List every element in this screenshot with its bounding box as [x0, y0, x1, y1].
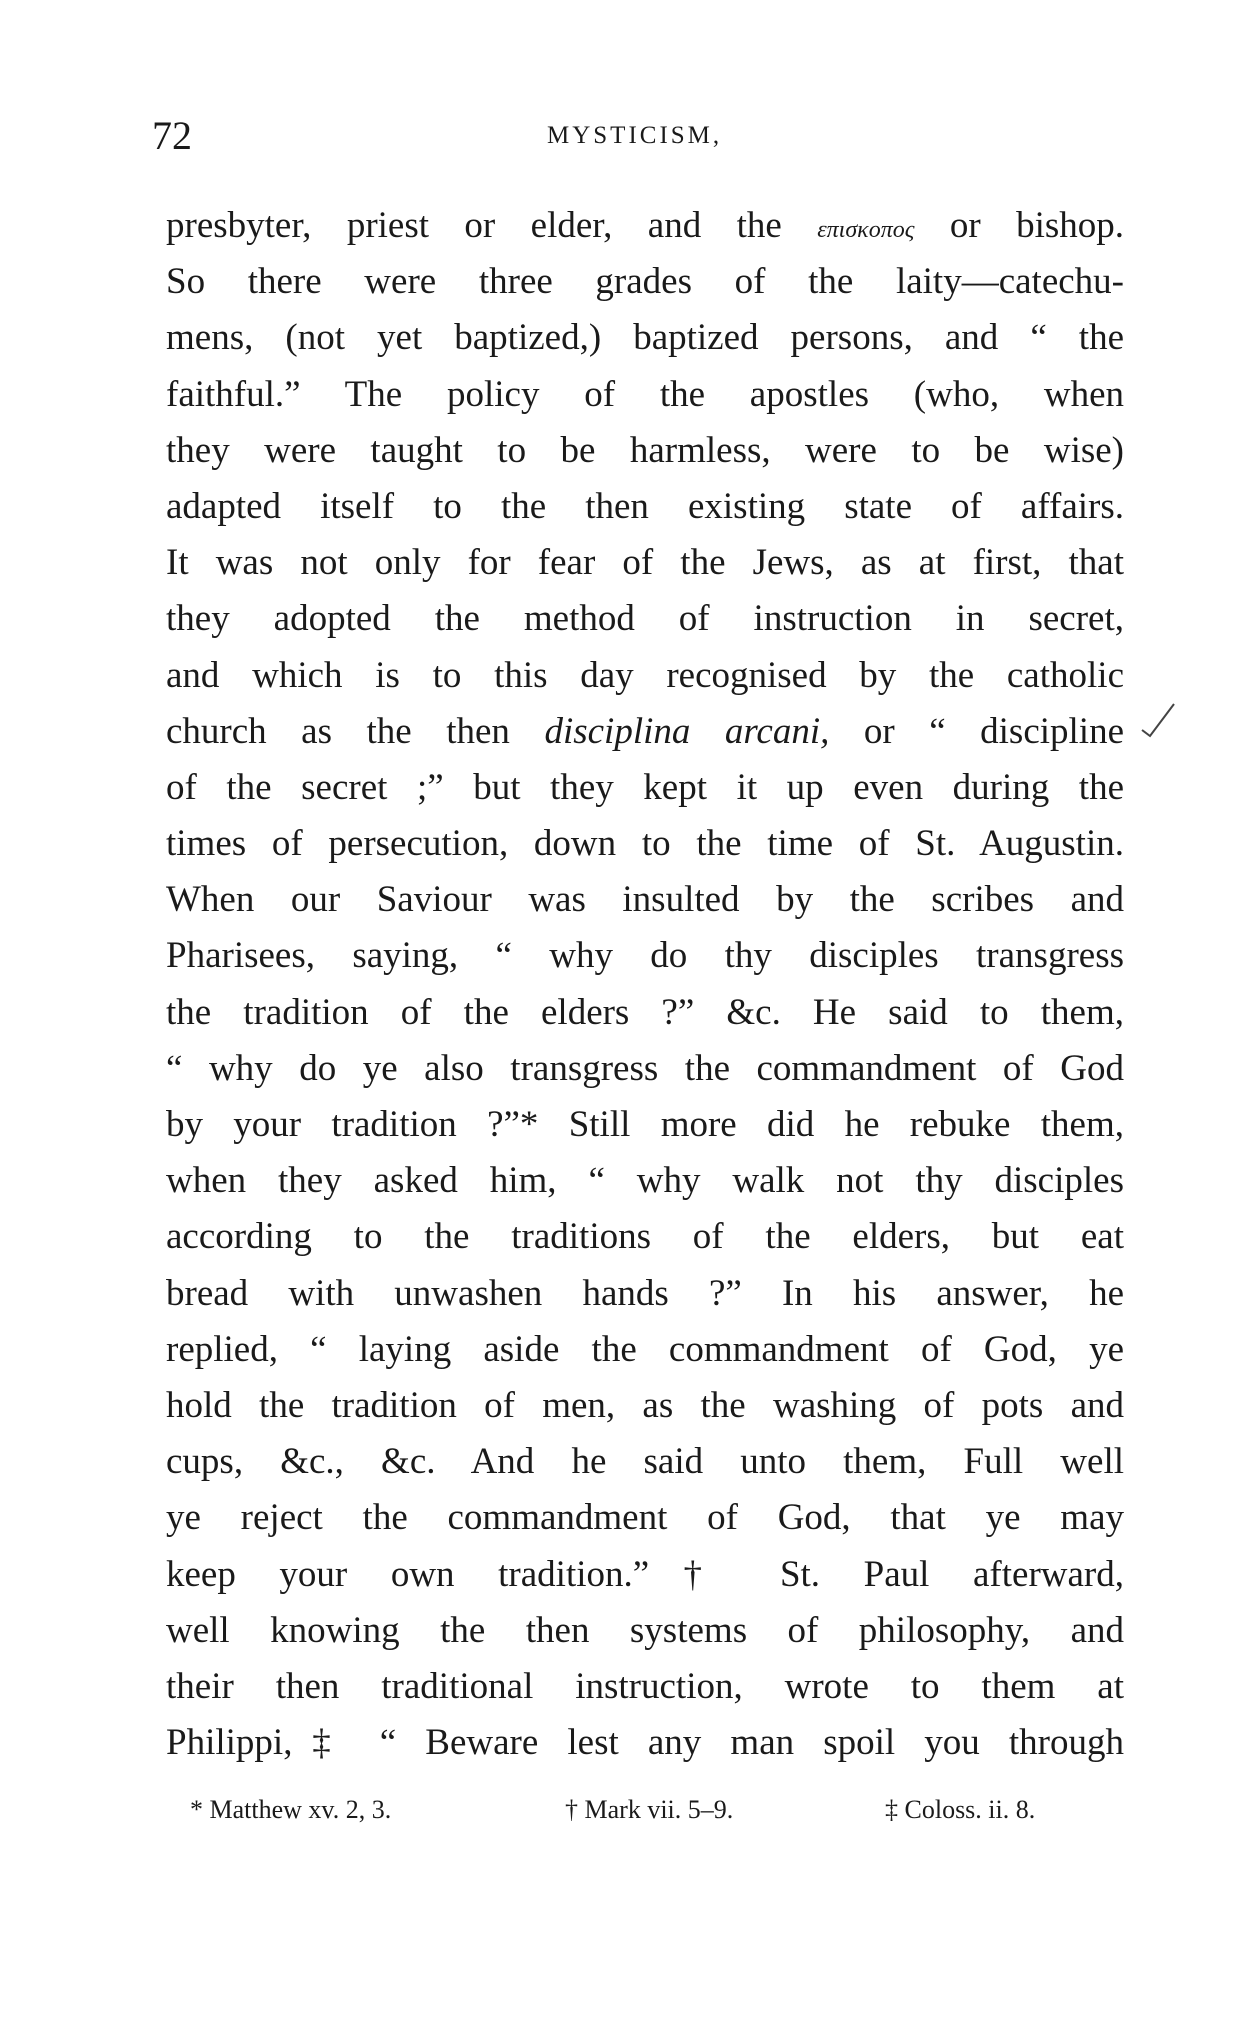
text-line: faithful.” The policy of the apostles (who, when [166, 373, 1124, 415]
text-line: So there were three grades of the laity—catechu- [166, 261, 1124, 303]
text-line: mens, (not yet baptized,) baptized persons, and “ the [166, 317, 1124, 359]
body-text [166, 198, 1124, 1771]
footnote-3: ‡ Coloss. ii. 8. [885, 1795, 1036, 1824]
text-line: the tradition of the elders ?” &c. He said to them, [166, 991, 1124, 1033]
text-line: by your tradition ?”* Still more did he rebuke them, [166, 1104, 1124, 1145]
text-line: Pharisees, saying, “ why do thy disciples transgress [166, 935, 1124, 977]
tick-mark-icon [1138, 700, 1178, 740]
text-line: times of persecution, down to the time of St. Augustin. [166, 823, 1124, 865]
text-line: they were taught to be harmless, were to be wise) [166, 429, 1124, 471]
footnotes [190, 1795, 1090, 1835]
text-line: Philippi,‡ “ Beware lest any man spoil you through [166, 1722, 1124, 1764]
text-line: church as the then disciplina arcani, or “ discipline [166, 710, 1124, 752]
text-line: they adopted the method of instruction in secret, [166, 598, 1124, 640]
text-line: according to the traditions of the elders, but eat [166, 1216, 1124, 1258]
text-line: bread with unwashen hands ?” In his answer, he [166, 1272, 1124, 1314]
text-line: It was not only for fear of the Jews, as at first, that [166, 542, 1124, 584]
text-line: their then traditional instruction, wrote to them at [166, 1665, 1124, 1707]
text-line: ye reject the commandment of God, that ye may [166, 1497, 1124, 1539]
text-line: “ why do ye also transgress the commandment of God [166, 1047, 1124, 1089]
footnote-1: * Matthew xv. 2, 3. [190, 1795, 392, 1824]
text-line: of the secret ;” but they kept it up even during the [166, 766, 1124, 808]
page-header [152, 112, 1122, 162]
text-line: when they asked him, “ why walk not thy disciples [166, 1160, 1124, 1202]
margin-pencil-mark [1138, 700, 1178, 750]
text-line: cups, &c., &c. And he said unto them, Full well [166, 1441, 1124, 1483]
italic-phrase: disciplina arcani, [544, 710, 830, 752]
text-line: keep your own tradition.”† St. Paul afterward, [166, 1553, 1124, 1595]
text-line: adapted itself to the then existing state of affairs. [166, 485, 1124, 527]
text-line: replied, “ laying aside the commandment of God, ye [166, 1328, 1124, 1370]
text-line: and which is to this day recognised by the catholic [166, 654, 1124, 696]
footnote-2: † Mark vii. 5–9. [565, 1795, 734, 1824]
page-number: 72 [152, 113, 192, 158]
running-title: MYSTICISM, [547, 122, 723, 149]
text-line: When our Saviour was insulted by the scribes and [166, 879, 1124, 921]
greek-word: επισκοπος [817, 217, 915, 243]
text-line: presbyter, priest or elder, and the επισκοπος or bishop. [166, 205, 1124, 246]
text-line: hold the tradition of men, as the washing of pots and [166, 1384, 1124, 1426]
text-line: well knowing the then systems of philosophy, and [166, 1609, 1124, 1651]
